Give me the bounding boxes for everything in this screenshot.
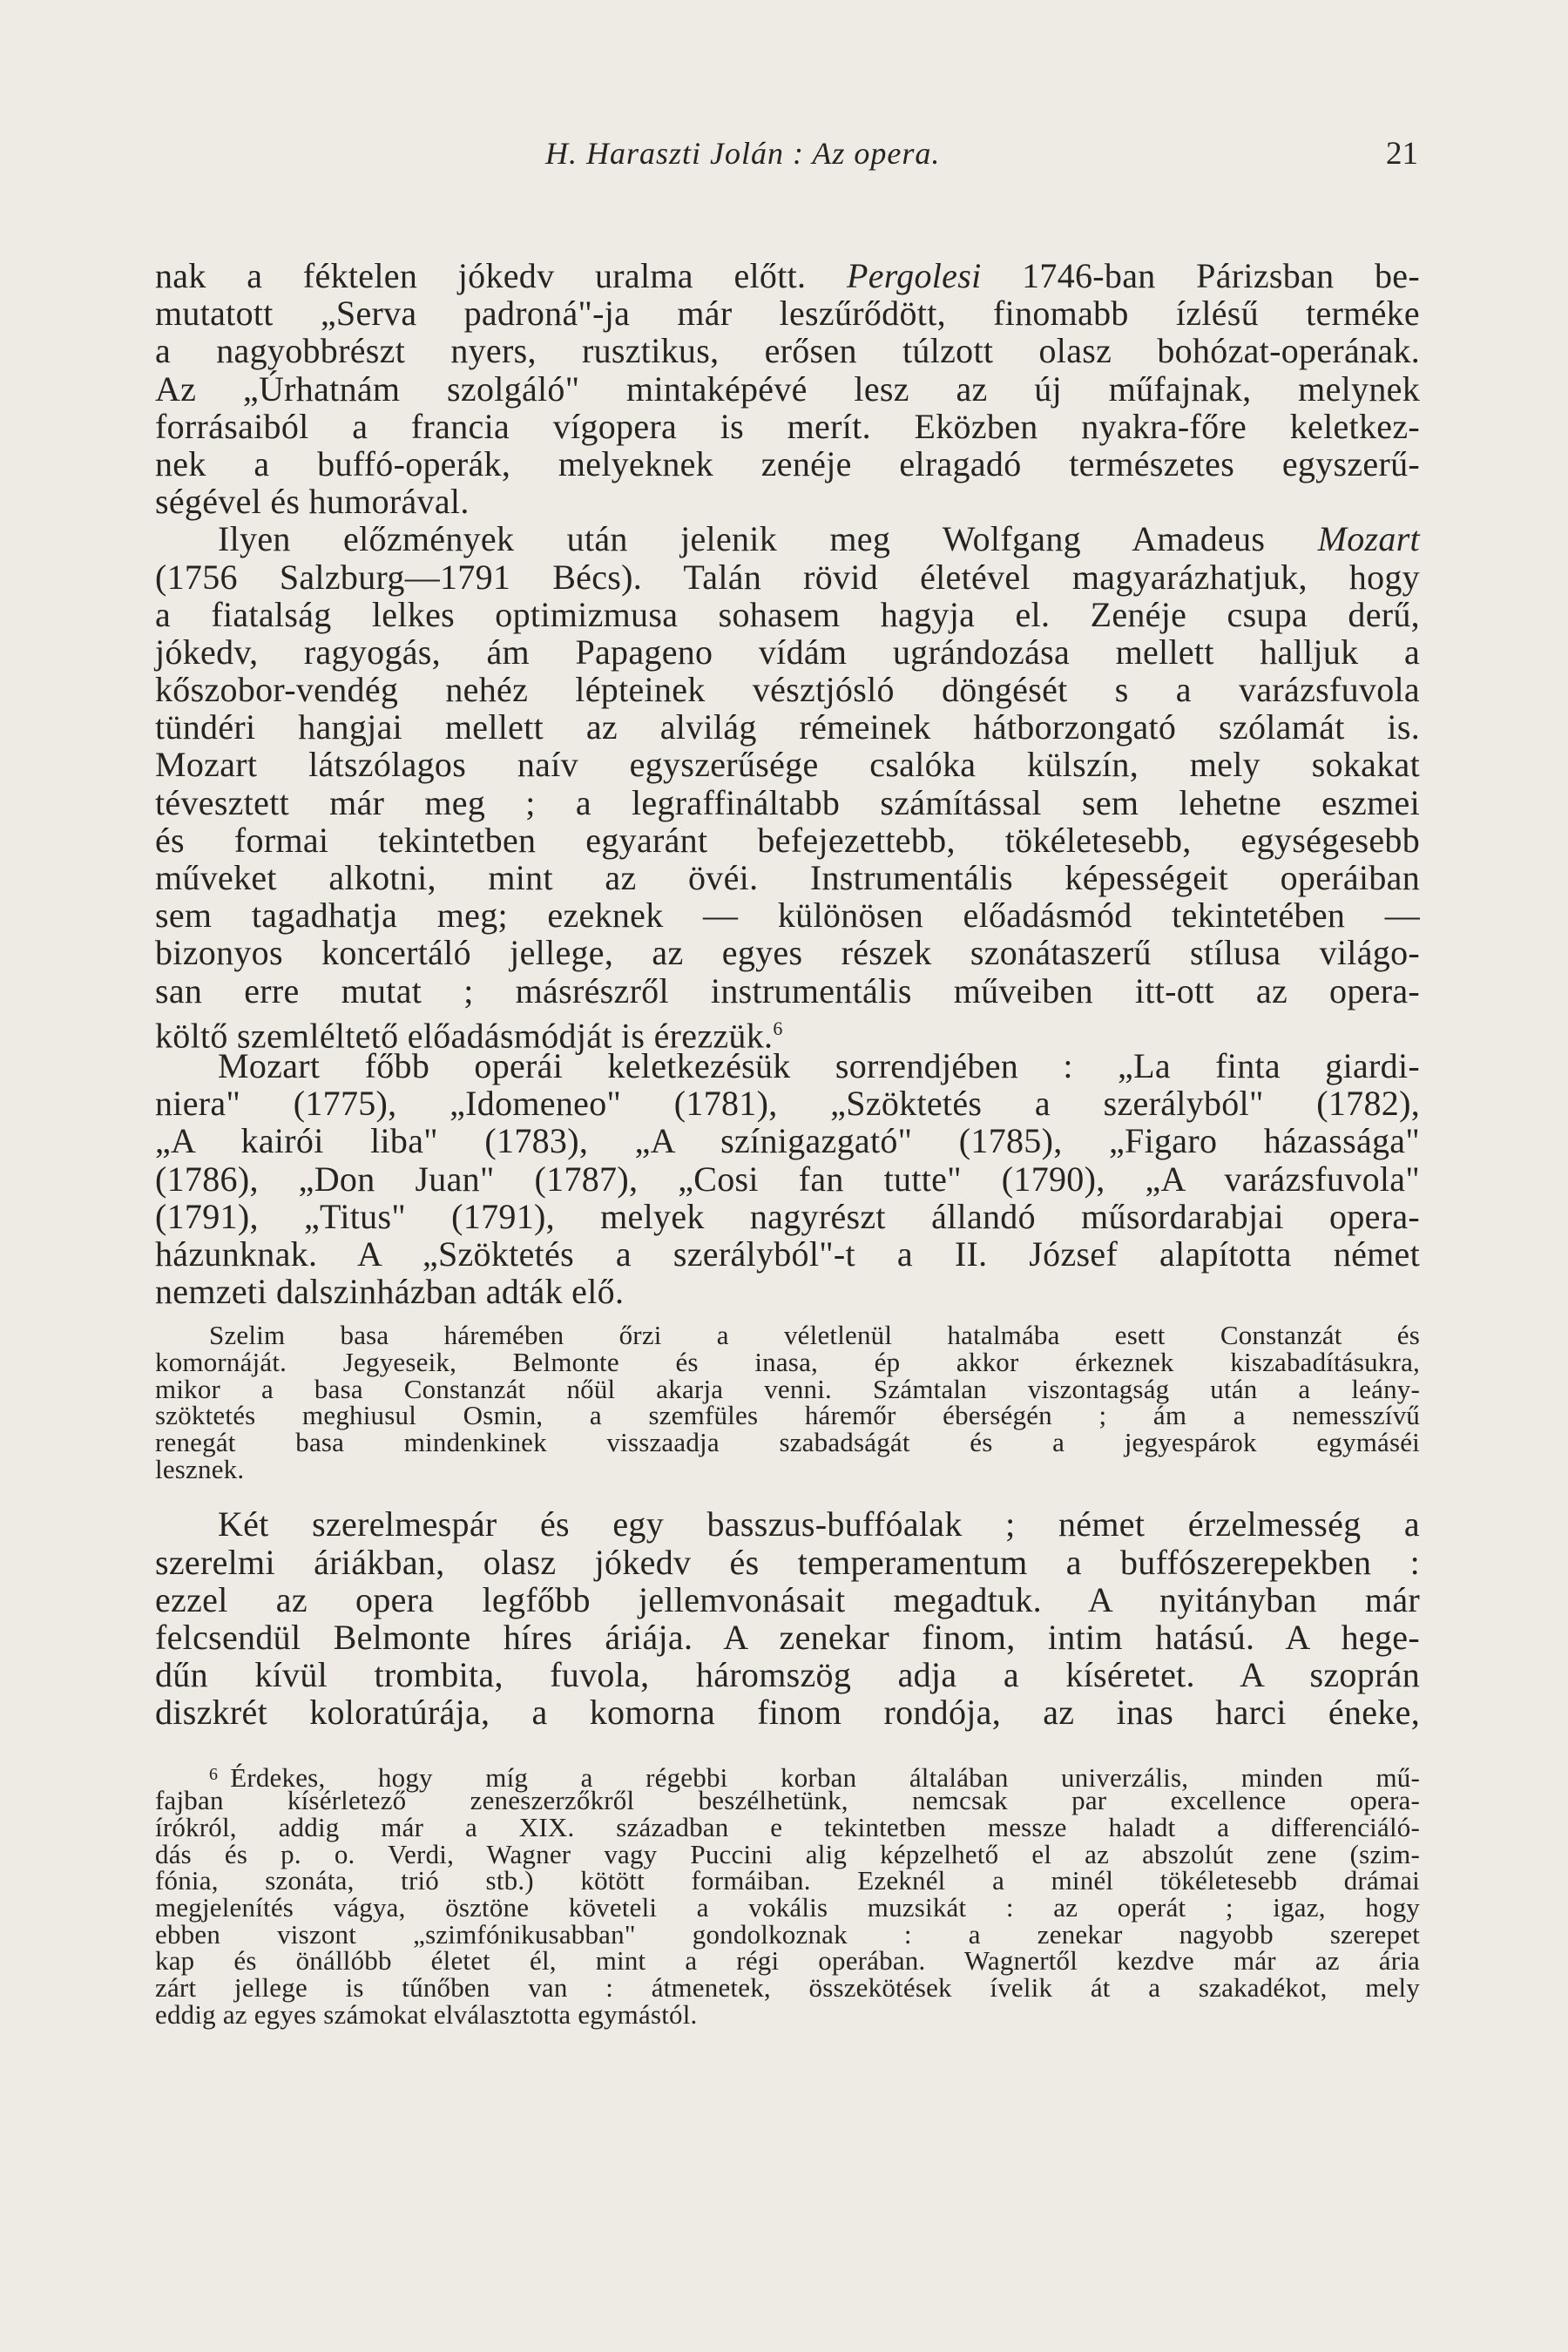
text-line: „A kairói liba" (1783), „A színigazgató" (1785), „Figaro házassága" [155,1121,1420,1161]
text-line: Az „Úrhatnám szolgáló" mintaképévé lesz az új műfajnak, melynek [155,368,1420,409]
text-line: Mozart látszólagos naív egyszerűsége csalóka külszín, mely sokakat [155,745,1420,785]
text-line: (1786), „Don Juan" (1787), „Cosi fan tutte" (1790), „A varázsfuvola" [155,1159,1420,1199]
text-line: (1756 Salzburg—1791 Bécs). Talán rövid életével magyarázhatjuk, hogy [155,557,1420,597]
text-line: tévesztett már meg ; a legraffináltabb számítással sem lehetne eszmei [155,782,1420,822]
page-number: 21 [1386,136,1418,172]
text-line: renegát basa mindenkinek visszaadja szabadságát és a jegyespárok egymáséi [155,1427,1420,1457]
paragraph-characters [155,1505,1420,1731]
text-line: niera" (1775), „Idomeneo" (1781), „Szöktetés a szerályból" (1782), [155,1084,1420,1124]
text-line: diszkrét koloratúrája, a komorna finom rondója, az inas harci éneke, [155,1693,1420,1733]
opera-synopsis [155,1322,1420,1483]
text-line: $^6$ Érdekes, hogy míg a régebbi korban általában univerzális, minden mű- [209,1761,1420,1793]
text-line: Ilyen előzmények után jelenik meg Wolfgang Amadeus Mozart [218,519,1420,559]
footnote-reference[interactable]: 6 [773,1017,783,1039]
footnote-marker: 6 [209,1764,219,1784]
text-line: Szelim basa háremében őrzi a véletlenül hatalmába esett Constanzát és [209,1320,1420,1351]
body-text [155,257,1420,2028]
text-line: nek a buffó-operák, melyeknek zenéje elragadó természetes egyszerű- [155,443,1420,483]
text-line: komornáját. Jegyeseik, Belmonte és inasa, ép akkor érkeznek kiszabadításukra, [155,1346,1420,1377]
text-line: kőszobor-vendég nehéz lépteinek vésztjósló döngését s a varázsfuvola [155,670,1420,710]
text-line: ezzel az opera legfőbb jellemvonásait megadtuk. A nyitányban már [155,1579,1420,1619]
text-line: Mozart főbb operái keletkezésük sorrendjében : „La finta giardi- [218,1045,1420,1085]
text-line: kap és önállóbb életet él, mint a régi operában. Wagnertől kezdve már az ária [155,1945,1420,1977]
spacer [155,1483,1420,1505]
text-line: jókedv, ragyogás, ám Papageno vídám ugrándozása mellett halljuk a [155,632,1420,672]
text-line: dűn kívül trombita, fuvola, háromszög adja a kíséretet. A szoprán [155,1655,1420,1695]
text-line: san erre mutat ; másrészről instrumentális műveiben itt-ott az opera- [155,970,1420,1010]
text-line: szöktetés meghiusul Osmin, a szemfüles háremőr éberségén ; ám a nemesszívű [155,1400,1420,1431]
text-line: sem tagadhatja meg; ezeknek — különösen előadásmód tekintetében — [155,896,1420,936]
text-line: tündéri hangjai mellett az alvilág rémeinek hátborzongató szólamát is. [155,707,1420,747]
text-line: írókról, addig már a XIX. században e tekintetben messze haladt a differenciáló- [155,1811,1420,1842]
text-line: ségével és humorával. [155,482,470,522]
text-line: Két szerelmespár és egy basszus-buffóalak ; német érzelmesség a [218,1504,1420,1544]
text-line: megjelenítés vágya, ösztöne követeli a vokális muzsikát : az operát ; igaz, hogy [155,1891,1420,1923]
footnote [155,1761,1420,2029]
text-line: lesznek. [155,1453,245,1484]
text-line: (1791), „Titus" (1791), melyek nagyrészt állandó műsordarabjai opera- [155,1196,1420,1236]
paragraph-mozart [155,519,1420,1056]
text-line: nak a féktelen jókedv uralma előtt. Pergolesi 1746-ban Párizsban be- [155,256,1420,295]
text-line: és formai tekintetben egyaránt befejezettebb, tökéletesebb, egységesebb [155,820,1420,860]
text-line: nemzeti dalszinházban adták elő. [155,1272,625,1312]
spacer [155,1732,1420,1761]
running-title: H. Haraszti Jolán : Az opera. [545,136,941,171]
text-line: eddig az egyes számokat elválasztotta egymástól. [155,1998,698,2030]
text-line: műveket alkotni, mint az övéi. Instrumentális képességeit operáiban [155,858,1420,897]
text-line: fajban kísérletező zeneszerzőkről beszélhetünk, nemcsak par excellence opera- [155,1785,1420,1816]
text-line: bizonyos koncertáló jellege, az egyes részek szonátaszerű stílusa világo- [155,933,1420,973]
text-line: a nagyobbrészt nyers, rusztikus, erősen túlzott olasz bohózat-operának. [155,331,1420,371]
text-line: ebben viszont „szimfónikusabban" gondolkoznak : a zenekar nagyobb szerepet [155,1918,1420,1950]
text-line: költő szemléltető előadásmódját is érezzük.$^6$ [155,1016,783,1056]
composer-name: Pergolesi [846,256,982,295]
text-line: felcsendül Belmonte híres áriája. A zenekar finom, intim hatású. A hege- [155,1617,1420,1657]
text-line: fónia, szonáta, trió stb.) kötött formáiban. Ezeknél a minél tökéletesebb drámai [155,1865,1420,1896]
text-line: forrásaiból a francia vígopera is merít. Eközben nyakra-főre keletkez- [155,406,1420,446]
paragraph-operas [155,1047,1420,1310]
text-line: szerelmi áriákban, olasz jókedv és temperamentum a buffószerepekben : [155,1542,1420,1582]
text-line: mikor a basa Constanzát nőül akarja venni. Számtalan viszontagság után a leány- [155,1373,1420,1404]
text-line: mutatott „Serva padroná"-ja már leszűrődött, finomabb ízlésű terméke [155,294,1420,334]
text-line: házunknak. A „Szöktetés a szerályból"-t a II. József alapította német [155,1233,1420,1274]
text-line: zárt jellege is tűnőben van : átmenetek, összekötések ívelik át a szakadékot, mely [155,1972,1420,2003]
page-header [155,135,1418,179]
text-line: a fiatalság lelkes optimizmusa sohasem hagyja el. Zenéje csupa derű, [155,594,1420,634]
text-line: dás és p. o. Verdi, Wagner vagy Puccini alig képzelhető el az abszolút zene (szim- [155,1838,1420,1869]
composer-name: Mozart [1317,519,1420,559]
paragraph-pergolesi [155,257,1420,520]
